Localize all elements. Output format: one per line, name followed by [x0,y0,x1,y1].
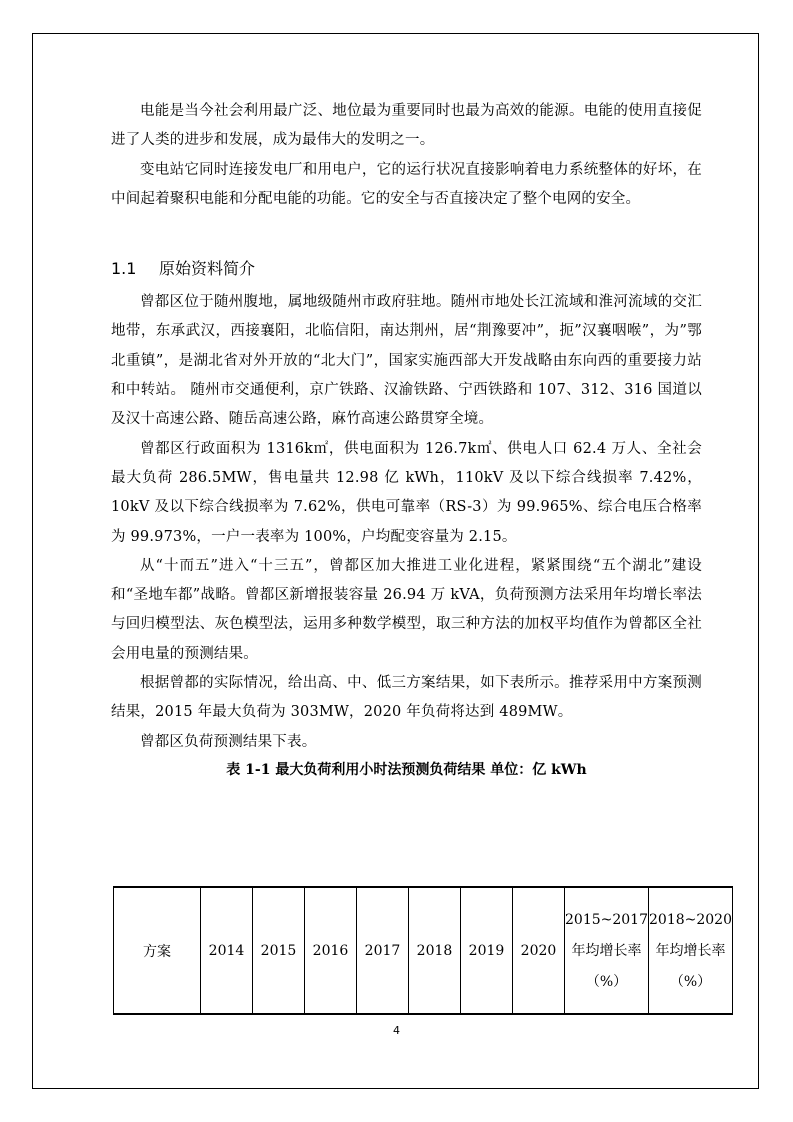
table-header-cell: 2015 [253,887,305,1014]
table-header-cell: 2016 [305,887,357,1014]
table-header-cell: 2018~2020年均增长率（%） [649,887,733,1014]
section-heading [111,254,702,284]
table-header-cell: 2014 [201,887,253,1014]
table-header-cell: 2017 [357,887,409,1014]
body-paragraph-5: 曾都区负荷预测结果下表。 [140,733,317,750]
document-body [111,97,702,787]
body-paragraph-4: 根据曾都的实际情况，给出高、中、低三方案结果，如下表所示。推荐采用中方案预测结果，2015 年最大负荷为 303MW，2020 年负荷将达到 489MW。 [111,675,702,721]
body-paragraph-2: 曾都区行政面积为 1316k㎡，供电面积为 126.7k㎡、供电人口 62.4 万人、全社会最大负荷 286.5MW，售电量共 12.98 亿 kWh，110kV 及以下综合线损率 7.42%，10kV 及以下综合线损率为 7.62%，供电可靠率（RS-3）为 99.965%、综合电压合格率为 99.973%，一户一表率为 100%，户均配变容量为 2.15。 [111,440,702,545]
section-title: 原始资料简介 [159,259,256,279]
table-caption: 表 1-1 最大负荷利用小时法预测负荷结果 单位：亿 kWh [226,761,587,778]
body-paragraph-3: 从“十而五”进入“十三五”，曾都区加大推进工业化进程，紧紧围绕“五个湖北”建设和“圣地车都”战略。曾都区新增报装容量 26.94 万 kVA，负荷预测方法采用年均增长率法与回归模型法、灰色模型法，运用多种数学模型，取三种方法的加权平均值作为曾都区全社会用电量的预测结果。 [111,557,702,662]
body-paragraph-1: 曾都区位于随州腹地，属地级随州市政府驻地。随州市地处长江流域和淮河流域的交汇地带，东承武汉，西接襄阳，北临信阳，南达荆州，居“荆豫要冲”，扼”汉襄咽喉”，为”鄂北重镇”，是湖北省对外开放的“北大门”，国家实施西部大开发战略由东向西的重要接力站和中转站。 随州市交通便利，京广铁路、汉渝铁路、宁西铁路和 107、312、316 国道以及汉十高速公路、随岳高速公路，麻竹高速公路贯穿全境。 [111,294,702,428]
section-number: 1.1 [111,259,137,279]
table-header-cell: 方案 [114,887,201,1014]
table-header-cell: 2019 [461,887,513,1014]
page-number: 4 [393,1024,400,1037]
table-header-row [114,887,733,1014]
forecast-table [113,886,733,1015]
table-header-cell: 2015~2017年均增长率（%） [565,887,649,1014]
intro-paragraph-2: 变电站它同时连接发电厂和用电户，它的运行状况直接影响着电力系统整体的好坏，在中间起着聚积电能和分配电能的功能。它的安全与否直接决定了整个电网的安全。 [111,161,702,207]
table-header-cell: 2018 [409,887,461,1014]
table-header-cell: 2020 [513,887,565,1014]
intro-paragraph-1: 电能是当今社会利用最广泛、地位最为重要同时也最为高效的能源。电能的使用直接促进了人类的进步和发展，成为最伟大的发明之一。 [111,103,702,149]
